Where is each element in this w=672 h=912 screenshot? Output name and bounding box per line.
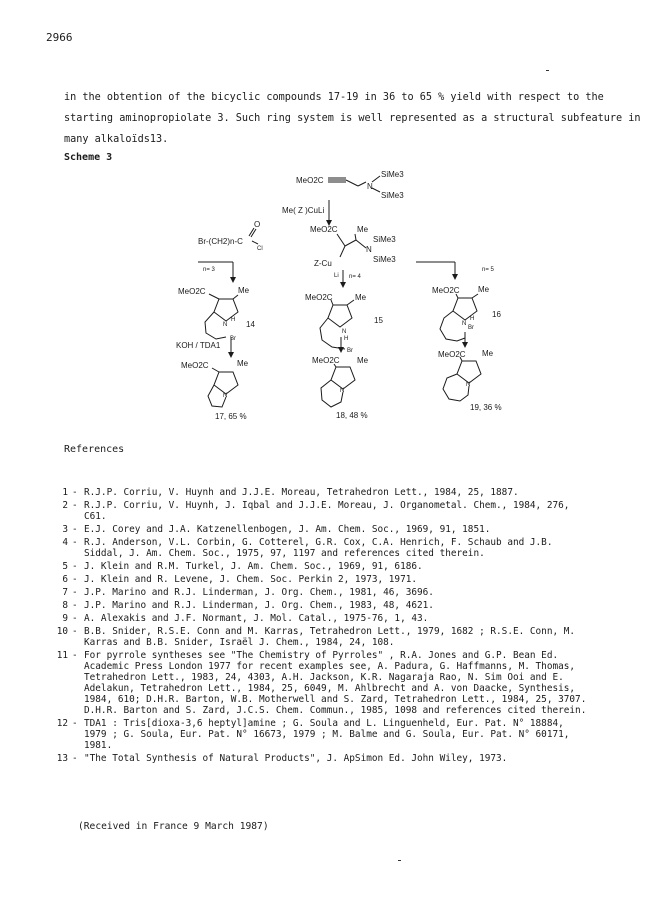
reference-text: J.P. Marino and R.J. Linderman, J. Org. Chem., 1981, 46, 3696. <box>84 587 434 598</box>
acyl-chloride-cl: Cl <box>257 246 263 252</box>
reference-number: 11 <box>56 650 68 661</box>
reference-text: R.J. Anderson, V.L. Corbin, G. Cotterel, G.R. Cox, C.A. Henrich, F. Schaub and J.B. <box>84 537 553 548</box>
c17-methyl: Me <box>237 359 249 368</box>
reference-dash: - <box>72 500 78 511</box>
intermediate-sime3-top: SiMe3 <box>373 235 396 244</box>
reference-dash: - <box>72 574 78 585</box>
reference-continuation: C61. <box>84 511 107 522</box>
reference-text: J. Klein and R. Levene, J. Chem. Soc. Perkin 2, 1973, 1971. <box>84 574 418 585</box>
koh-reagent: KOH / TDA1 <box>176 341 221 350</box>
reference-dash: - <box>72 626 78 637</box>
reference-dash: - <box>72 487 78 498</box>
c16-bromine: Br <box>468 325 474 331</box>
reference-text: "The Total Synthesis of Natural Products", J. ApSimon Ed. John Wiley, 1973. <box>84 753 508 764</box>
reference-text: R.J.P. Corriu, V. Huynh and J.J.E. Moreau, Tetrahedron Lett., 1984, 25, 1887. <box>84 487 519 498</box>
start-nitrogen: N <box>367 182 373 191</box>
reference-number: 2 <box>62 500 68 511</box>
c15-ester: MeO2C <box>305 293 333 302</box>
c19-yield: 19, 36 % <box>470 403 502 412</box>
c16-hydrogen: H <box>470 316 475 322</box>
reference-continuation: Adelakun, Tetrahedron Lett., 1984, 25, 6049, M. Ahlbrecht and A. von Daacke, Synthesis, <box>84 683 576 694</box>
n3-label: n= 3 <box>203 267 215 273</box>
intro-line-1: in the obtention of the bicyclic compounds 17-19 in 36 to 65 % yield with respect to the <box>64 92 604 103</box>
received-date: (Received in France 9 March 1987) <box>78 821 269 832</box>
reference-text: For pyrrole syntheses see "The Chemistry of Pyrroles" , R.A. Jones and G.P. Bean Ed. <box>84 650 559 661</box>
c14-hydrogen: H <box>231 317 236 323</box>
intermediate-zcu: Z-Cu <box>314 259 332 268</box>
references-heading: References <box>64 444 125 455</box>
intermediate-methyl: Me <box>357 225 369 234</box>
reference-dash: - <box>72 561 78 572</box>
reference-dash: - <box>72 537 78 548</box>
acyl-oxygen: O <box>254 220 261 229</box>
reference-number: 6 <box>62 574 68 585</box>
c19-methyl: Me <box>482 349 494 358</box>
n5-label: n= 5 <box>482 267 494 273</box>
c14-label: 14 <box>246 320 255 329</box>
c17-ester: MeO2C <box>181 361 209 370</box>
c15-label: 15 <box>374 316 383 325</box>
c15-methyl: Me <box>355 293 367 302</box>
intermediate-li: Li <box>334 273 339 279</box>
c16-label: 16 <box>492 310 501 319</box>
reference-text: R.J.P. Corriu, V. Huynh, J. Iqbal and J.J.E. Moreau, J. Organometal. Chem., 1984, 276, <box>84 500 570 511</box>
reference-dash: - <box>72 718 78 729</box>
c14-ester: MeO2C <box>178 287 206 296</box>
c19-nitrogen: N <box>466 382 471 388</box>
reference-continuation: Siddal, J. Am. Chem. Soc., 1975, 97, 1197 and references cited therein. <box>84 548 485 559</box>
reference-continuation: Academic Press London 1977 for recent examples see, A. Padura, G. Haffmanns, M. Thomas, <box>84 661 576 672</box>
page-number: 2966 <box>46 31 73 44</box>
c14-methyl: Me <box>238 286 250 295</box>
c14-bromine: Br <box>230 336 236 342</box>
reference-continuation: Tetrahedron Lett., 1983, 24, 4303, A.H. Jackson, K.R. Nagaraja Rao, N. Sim Ooi and E. <box>84 672 564 683</box>
n4-label: n= 4 <box>349 274 361 280</box>
reference-dash: - <box>72 613 78 624</box>
c16-methyl: Me <box>478 285 490 294</box>
reference-continuation: 1981. <box>84 740 113 751</box>
reference-text: A. Alexakis and J.F. Normant, J. Mol. Catal., 1975-76, 1, 43. <box>84 613 429 624</box>
reference-number: 5 <box>62 561 68 572</box>
c16-ester: MeO2C <box>432 286 460 295</box>
start-ester-label: MeO2C <box>296 176 324 185</box>
reference-text: E.J. Corey and J.A. Katzenellenbogen, J. Am. Chem. Soc., 1969, 91, 1851. <box>84 524 491 535</box>
reference-number: 1 <box>62 487 68 498</box>
c15-nitrogen: N <box>342 329 347 335</box>
c14-nitrogen: N <box>223 322 228 328</box>
reference-number: 9 <box>62 613 68 624</box>
reference-continuation: 1984, 610; D.H.R. Barton, W.B. Motherwell and S. Zard, Tetrahedron Lett., 1984, 25, 3707. <box>84 694 587 705</box>
scheme-title: Scheme 3 <box>64 152 113 163</box>
intro-line-3: many alkaloïds13. <box>64 134 169 145</box>
reference-dash: - <box>72 600 78 611</box>
reference-dash: - <box>72 587 78 598</box>
c16-nitrogen: N <box>462 321 467 327</box>
reference-continuation: D.H.R. Barton and S. Zard, J.C.S. Chem. Commun., 1985, 1098 and references cited therein. <box>84 705 587 716</box>
intermediate-nitrogen: N <box>366 245 372 254</box>
c18-yield: 18, 48 % <box>336 411 368 420</box>
c18-ester: MeO2C <box>312 356 340 365</box>
reference-text: TDA1 : Tris[dioxa-3,6 heptyl]amine ; G. Soula and L. Linguenheld, Eur. Pat. N° 18884, <box>84 718 564 729</box>
c18-nitrogen: N <box>340 388 345 394</box>
reference-number: 10 <box>56 626 68 637</box>
c17-nitrogen: N <box>223 393 228 399</box>
acyl-chloride-chain: Br-(CH2)n-C <box>198 237 243 246</box>
reference-number: 13 <box>56 753 68 764</box>
c15-hydrogen: H <box>344 336 349 342</box>
reaction-scheme <box>0 0 672 440</box>
cuprate-reagent: Me( Z )CuLi <box>282 206 325 215</box>
reference-number: 4 <box>62 537 68 548</box>
reference-number: 8 <box>62 600 68 611</box>
reference-number: 7 <box>62 587 68 598</box>
c17-yield: 17, 65 % <box>215 412 247 421</box>
reference-text: J. Klein and R.M. Turkel, J. Am. Chem. Soc., 1969, 91, 6186. <box>84 561 423 572</box>
intermediate-ester: MeO2C <box>310 225 338 234</box>
stray-mark <box>398 860 401 861</box>
intro-line-2: starting aminopropiolate 3. Such ring system is well represented as a structural subfeature in <box>64 113 641 124</box>
reference-text: B.B. Snider, R.S.E. Conn and M. Karras, Tetrahedron Lett., 1979, 1682 ; R.S.E. Conn, M. <box>84 626 576 637</box>
reference-number: 3 <box>62 524 68 535</box>
intermediate-sime3-bottom: SiMe3 <box>373 255 396 264</box>
reference-dash: - <box>72 650 78 661</box>
c19-ester: MeO2C <box>438 350 466 359</box>
reference-continuation: 1979 ; G. Soula, Eur. Pat. N° 16673, 1979 ; M. Balme and G. Soula, Eur. Pat. N° 60171, <box>84 729 570 740</box>
c18-methyl: Me <box>357 356 369 365</box>
reference-continuation: Karras and B.B. Snider, Israël J. Chem., 1984, 24, 108. <box>84 637 395 648</box>
reference-number: 12 <box>56 718 68 729</box>
reference-dash: - <box>72 753 78 764</box>
reference-text: J.P. Marino and R.J. Linderman, J. Org. Chem., 1983, 48, 4621. <box>84 600 434 611</box>
start-sime3-bottom: SiMe3 <box>381 191 404 200</box>
reference-dash: - <box>72 524 78 535</box>
start-sime3-top: SiMe3 <box>381 170 404 179</box>
c15-bromine: Br <box>347 348 353 354</box>
